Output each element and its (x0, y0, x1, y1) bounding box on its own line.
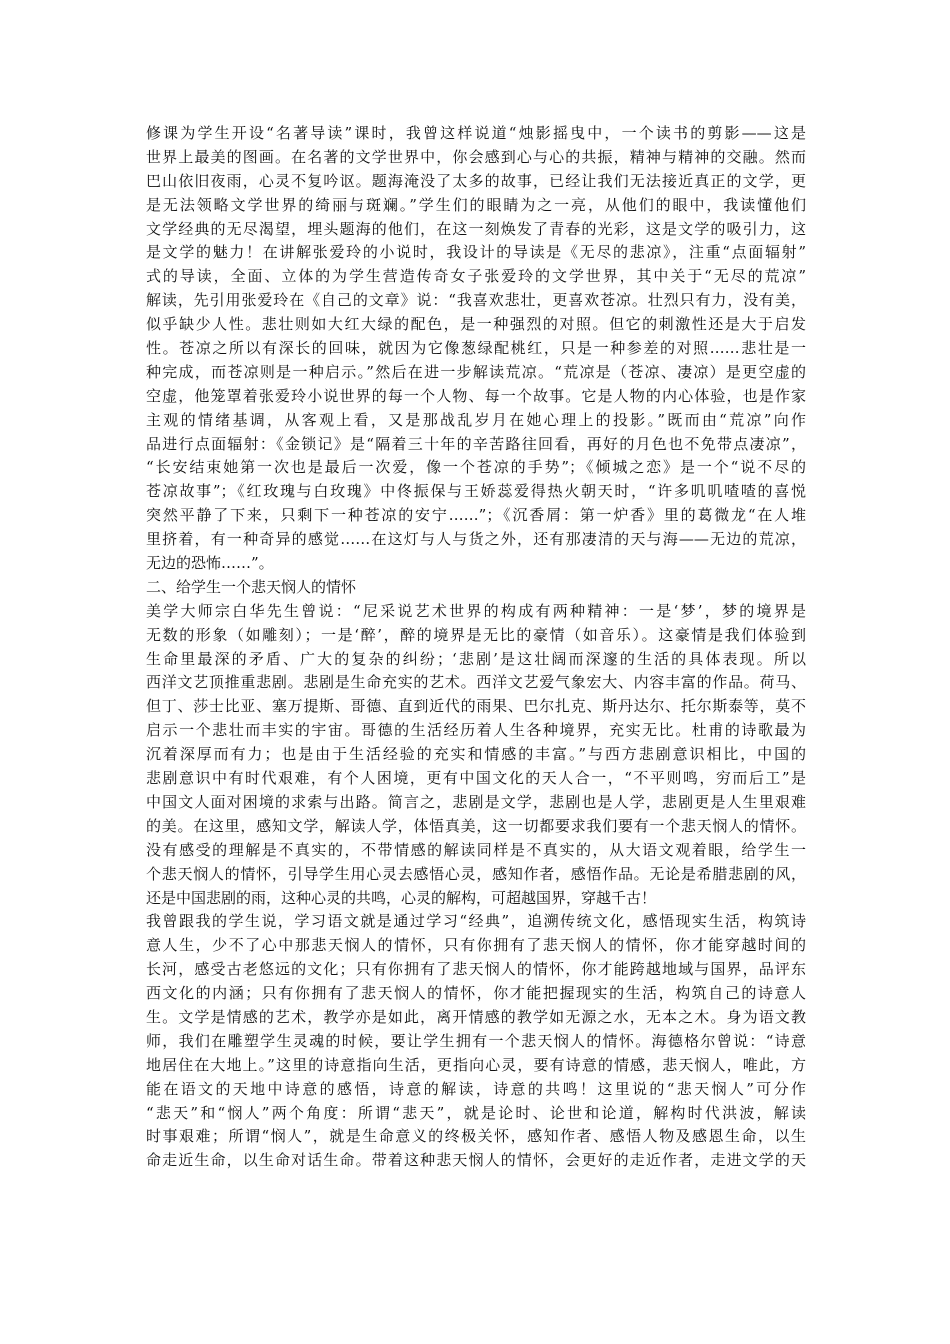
text-line: 品进行点面辐射：《金锁记》是“隔着三十年的辛苦路往回看，再好的月色也不免带点凄凉”， (146, 434, 806, 453)
text-line: 启示一个悲壮而丰实的宇宙。哥德的生活经历着人生各种境界，充实无比。杜甫的诗歌最为 (146, 721, 806, 740)
text-line: 长河，感受古老悠远的文化；只有你拥有了悲天悯人的情怀，你才能跨越地域与国界，品评东 (146, 960, 806, 979)
text-line: 世界上最美的图画。在名著的文学世界中，你会感到心与心的共振，精神与精神的交融。然而 (146, 147, 806, 166)
text-line: 主观的情绪基调，从客观上看，又是那战乱岁月在她心理上的投影。”既而由“荒凉”向作 (146, 410, 806, 429)
text-line: 无边的恐怖……”。 (146, 554, 274, 573)
text-line: 能在语文的天地中诗意的感悟，诗意的解读，诗意的共鸣！这里说的“悲天悯人”可分作 (146, 1079, 806, 1098)
document-body (146, 122, 806, 1173)
text-line: 时事艰难；所谓“悯人”，就是生命意义的终极关怀，感知作者、感悟人物及感恩生命，以生 (146, 1127, 806, 1146)
text-line: 苍凉故事”；《红玫瑰与白玫瑰》中佟振保与王娇蕊爱得热火朝天时，“许多叽叽喳喳的喜悦 (146, 482, 806, 501)
text-line: 是无法领略文学世界的绮丽与斑斓。”学生们的眼睛为之一亮，从他们的眼中，我读懂他们 (146, 195, 806, 214)
text-line: 意人生，少不了心中那悲天悯人的情怀，只有你拥有了悲天悯人的情怀，你才能穿越时间的 (146, 936, 806, 955)
text-line: 巴山依旧夜雨，心灵不复吟讴。题海淹没了太多的故事，已经让我们无法接近真正的文学，更 (146, 171, 806, 190)
text-line: 没有感受的理解是不真实的，不带情感的解读同样是不真实的，从大语文观着眼，给学生一 (146, 840, 806, 859)
text-line: 空虚，他笼罩着张爱玲小说世界的每一个人物、每一个故事。它是人物的内心体验，也是作家 (146, 386, 806, 405)
text-line: 性。苍凉之所以有深长的回味，就因为它像葱绿配桃红，只是一种参差的对照……悲壮是一 (146, 339, 806, 358)
section-heading: 二、给学生一个悲天悯人的情怀 (146, 577, 357, 596)
text-line: 是文学的魅力！在讲解张爱玲的小说时，我设计的导读是《无尽的悲凉》，注重“点面辐射” (146, 243, 806, 262)
text-line: 似乎缺少人性。悲壮则如大红大绿的配色，是一种强烈的对照。但它的刺激性还是大于启发 (146, 315, 806, 334)
text-line: 中国文人面对困境的求索与出路。简言之，悲剧是文学，悲剧也是人学，悲剧更是人生里艰难 (146, 792, 806, 811)
text-line: 的美。在这里，感知文学，解读人学，体悟真美，这一切都要求我们要有一个悲天悯人的情怀。 (146, 816, 806, 835)
text-line: 里挤着，有一种奇异的感觉……在这灯与人与货之外，还有那凄清的天与海——无边的荒凉， (146, 530, 806, 549)
text-line: “长安结束她第一次也是最后一次爱，像一个苍凉的手势”；《倾城之恋》是一个“说不尽的 (146, 458, 806, 477)
text-line: 地居住在大地上。”这里的诗意指向生活，更指向心灵，要有诗意的情感，悲天悯人，唯此，方 (146, 1055, 806, 1074)
text-line: 生命里最深的矛盾、广大的复杂的纠纷；‘悲剧’是这壮阔而深邃的生活的具体表现。所以 (146, 649, 806, 668)
text-line: 西洋文艺顶推重悲剧。悲剧是生命充实的艺术。西洋文艺爱气象宏大、内容丰富的作品。荷马、 (146, 673, 806, 692)
text-line: 个悲天悯人的情怀，引导学生用心灵去感悟心灵，感知作者，感悟作品。无论是希腊悲剧的风， (146, 864, 806, 883)
text-line: 我曾跟我的学生说，学习语文就是通过学习“经典”，追溯传统文化，感悟现实生活，构筑诗 (146, 912, 806, 931)
text-line: 修课为学生开设“名著导读”课时，我曾这样说道“烛影摇曳中，一个读书的剪影——这是 (146, 124, 806, 142)
text-line: 种完成，而苍凉则是一种启示。”然后在进一步解读荒凉。“荒凉是（苍凉、凄凉）是更空虚的 (146, 362, 806, 381)
text-line: 无数的形象（如雕刻）；一是‘醉’，醉的境界是无比的豪情（如音乐）。这豪情是我们体验到 (146, 625, 806, 644)
text-line: 还是中国悲剧的雨，这种心灵的共鸣，心灵的解构，可超越国界，穿越千古！ (146, 888, 657, 907)
text-line: 文学经典的无尽渴望，埋头题海的他们，在这一刻焕发了青春的光彩，这是文学的吸引力，这 (146, 219, 806, 238)
text-line: 美学大师宗白华先生曾说：“尼采说艺术世界的构成有两种精神：一是‘梦’，梦的境界是 (146, 601, 806, 620)
text-line: “悲天”和“悯人”两个角度：所谓“悲天”，就是论时、论世和论道，解构时代洪波，解读 (146, 1103, 806, 1122)
text-line: 式的导读，全面、立体的为学生营造传奇女子张爱玲的文学世界，其中关于“无尽的荒凉” (146, 267, 806, 286)
text-line: 生。文学是情感的艺术，教学亦是如此，离开情感的教学如无源之水，无本之木。身为语文教 (146, 1007, 806, 1026)
text-line: 沉着深厚而有力；也是由于生活经验的充实和情感的丰富。”与西方悲剧意识相比，中国的 (146, 745, 806, 764)
text-line: 突然平静了下来，只剩下一种苍凉的安宁……”；《沉香屑：第一炉香》里的葛微龙“在人堆 (146, 506, 806, 525)
text-line: 悲剧意识中有时代艰难，有个人困境，更有中国文化的天人合一，“不平则鸣，穷而后工”是 (146, 769, 806, 788)
text-line: 命走近生命，以生命对话生命。带着这种悲天悯人的情怀，会更好的走近作者，走进文学的天 (146, 1151, 806, 1170)
text-line: 师，我们在雕塑学生灵魂的时候，要让学生拥有一个悲天悯人的情怀。海德格尔曾说：“诗意 (146, 1031, 806, 1050)
text-line: 解读，先引用张爱玲在《自己的文章》说：“我喜欢悲壮，更喜欢苍凉。壮烈只有力，没有美， (146, 291, 806, 310)
text-line: 但丁、莎士比亚、塞万提斯、哥德、直到近代的雨果、巴尔扎克、斯丹达尔、托尔斯泰等，莫不 (146, 697, 806, 716)
text-line: 西文化的内涵；只有你拥有了悲天悯人的情怀，你才能把握现实的生活，构筑自己的诗意人 (146, 984, 806, 1003)
